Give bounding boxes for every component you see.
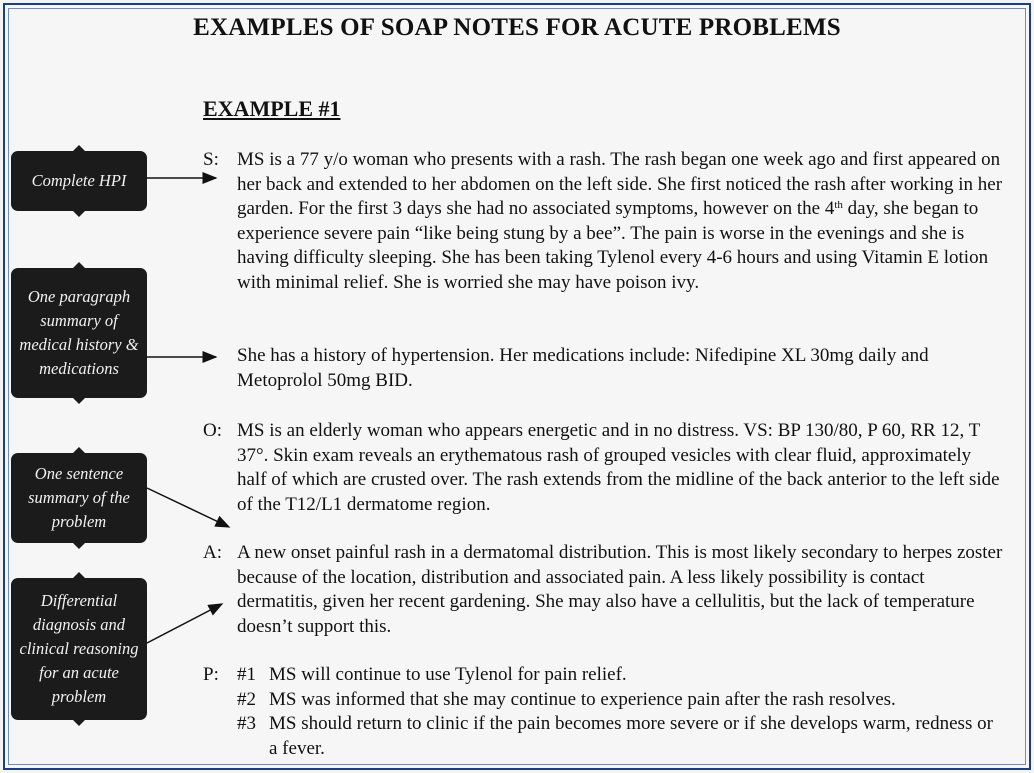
- history-text: She has a history of hypertension. Her medications include: Nifedipine XL 30mg daily and Metoprolol 50mg BID.: [237, 345, 929, 391]
- subjective-text: [237, 148, 1005, 295]
- arrow-differential: [147, 604, 222, 643]
- subjective-text-b: day, she began to experience severe pain “like being stung by a bee”. The pain is worse in the evenings and she is having difficulty sleeping. She has been taking Tylenol every 4-6 hours and using Vitamin E lotion with minimal relief. She is worried she may have poison ivy.: [237, 198, 989, 293]
- assessment-text: A new onset painful rash in a dermatomal distribution. This is most likely secondary to herpes zoster because of the location, distribution and associated pain. A less likely possibility is contact dermatitis, given her recent gardening. She may also have a cellulitis, but the lack of temperature doesn’t support this.: [237, 542, 1003, 637]
- plan-item: [237, 663, 256, 688]
- plan-item-text: MS was informed that she may continue to experience pain after the rash resolves.: [269, 689, 896, 710]
- plan-item-number: #1: [237, 664, 256, 685]
- page-title: EXAMPLES OF SOAP NOTES FOR ACUTE PROBLEMS: [193, 14, 841, 41]
- subjective-text-a: MS is a 77 y/o woman who presents with a rash. The rash began one week ago and first appeared on her back and extended to her abdomen on the left side. She first noticed the rash after working in her garden. For the first 3 days she had no associated symptoms, however on the 4: [237, 149, 1003, 219]
- objective-text: MS is an elderly woman who appears energetic and in no distress. VS: BP 130/80, P 60, RR 12, T 37°. Skin exam reveals an erythematous rash of grouped vesicles with clear fluid, approximately half of which are crusted over. The rash extends from the midline of the back anterior to the left side of the T12/L1 dermatome region.: [237, 420, 1000, 515]
- ordinal-suffix: th: [834, 199, 843, 211]
- plan-item: [237, 712, 256, 737]
- side-label-problem-summary: One sentence summary of the problem: [11, 453, 147, 543]
- side-label-complete-hpi: Complete HPI: [11, 151, 147, 211]
- plan-item-number: #3: [237, 713, 256, 734]
- plan-item: [237, 688, 256, 713]
- plan-item-number: #2: [237, 689, 256, 710]
- assessment-tag: A:: [203, 542, 222, 563]
- side-label-differential: Differential diagnosis and clinical reasoning for an acute problem: [11, 578, 147, 720]
- arrow-problem: [147, 488, 229, 527]
- side-label-history-summary: One paragraph summary of medical history & medications: [11, 268, 147, 398]
- objective-tag: O:: [203, 420, 222, 441]
- plan-item-text: MS should return to clinic if the pain becomes more severe or if she develops warm, redness or a fever.: [269, 713, 993, 759]
- example-heading: EXAMPLE #1: [203, 96, 341, 121]
- subjective-tag: S:: [203, 149, 219, 170]
- plan-item-text: MS will continue to use Tylenol for pain relief.: [269, 664, 627, 685]
- plan-tag: P:: [203, 664, 219, 685]
